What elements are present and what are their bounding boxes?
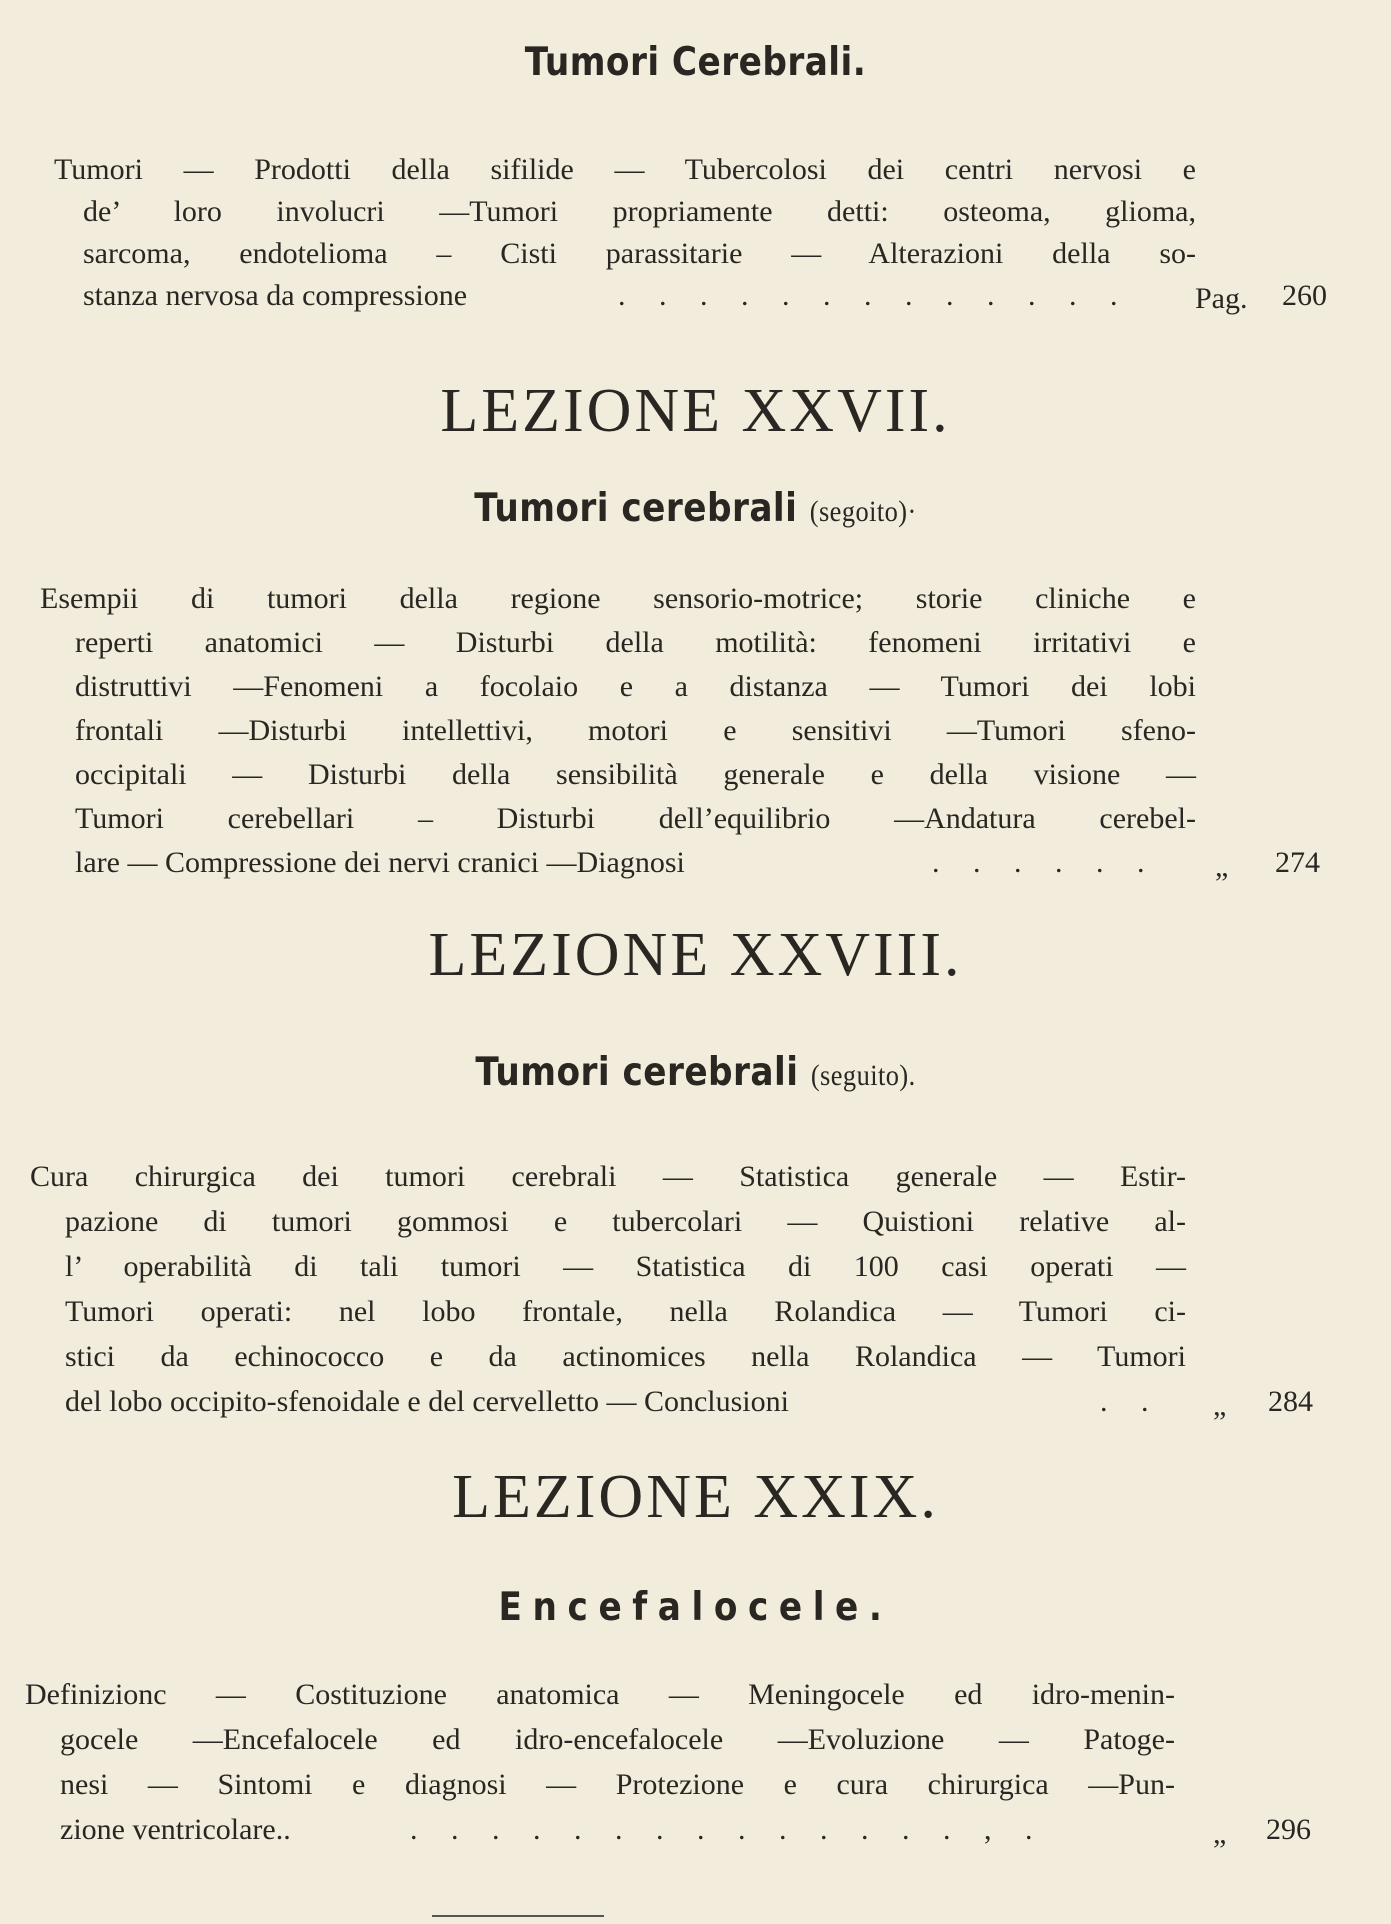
summary-line: pazione di tumori gommosi e tubercolari — Quistioni relative al-: [65, 1205, 1186, 1238]
summary-line: frontali —Disturbi intellettivi, motori e sensitivi —Tumori sfeno-: [75, 714, 1196, 747]
leader-dots: . . . . . .: [932, 846, 1158, 879]
summary-line: gocele —Encefalocele ed idro-encefalocele —Evoluzione — Patoge-: [60, 1723, 1175, 1756]
page-number: 260: [1282, 279, 1327, 312]
summary-line: zione ventricolare..: [60, 1813, 291, 1846]
summary-line: reperti anatomici — Disturbi della motilità: fenomeni irritativi e: [75, 626, 1196, 659]
page-number: 296: [1266, 1813, 1311, 1846]
summary-line: Tumori cerebellari – Disturbi dell’equilibrio —Andatura cerebel-: [75, 802, 1196, 835]
summary-line: sarcoma, endotelioma – Cisti parassitarie — Alterazioni della so-: [83, 237, 1196, 270]
lesson-heading-xxix: LEZIONE XXIX.: [452, 1463, 939, 1531]
summary-line: l’ operabilità di tali tumori — Statistica di 100 casi operati —: [65, 1250, 1186, 1283]
section-title-text: Tumori cerebrali: [475, 1050, 799, 1095]
summary-line: stanza nervosa da compressione: [83, 279, 468, 312]
summary-line: lare — Compressione dei nervi cranici —Diagnosi: [75, 846, 685, 879]
summary-line: del lobo occipito-sfenoidale e del cervelletto — Conclusioni: [65, 1385, 789, 1418]
summary-line: stici da echinococco e da actinomices nella Rolandica — Tumori: [65, 1340, 1186, 1373]
lesson-heading-xxviii: LEZIONE XXVIII.: [428, 921, 963, 989]
page-marker: „: [1213, 1389, 1227, 1422]
leader-dots: . . . . . . . . . . . . . . , .: [410, 1813, 1046, 1846]
page-number: 284: [1268, 1385, 1313, 1418]
section-title-paren: (seguito).: [810, 1059, 916, 1092]
summary-line: Tumori — Prodotti della sifilide — Tubercolosi dei centri nervosi e: [54, 153, 1196, 186]
page-marker: „: [1215, 850, 1229, 883]
summary-line: Definizionc — Costituzione anatomica — Meningocele ed idro-menin-: [25, 1678, 1175, 1711]
page-marker: Pag.: [1195, 282, 1248, 315]
leader-dots: . .: [1100, 1385, 1162, 1418]
leader-dots: . . . . . . . . . . . . .: [618, 279, 1131, 312]
section-title-tumori-cerebrali-segoito: [83, 486, 1307, 531]
bottom-rule: [432, 1915, 604, 1917]
summary-line: de’ loro involucri —Tumori propriamente detti: osteoma, glioma,: [83, 195, 1196, 228]
summary-line: Cura chirurgica dei tumori cerebrali — Statistica generale — Estir-: [30, 1160, 1186, 1193]
section-title-text: Tumori cerebrali: [474, 486, 798, 531]
summary-line: nesi — Sintomi e diagnosi — Protezione e cura chirurgica —Pun-: [60, 1768, 1175, 1801]
section-title-paren: (segoito)·: [809, 495, 917, 528]
section-title-encefalocele: Encefalocele.: [498, 1585, 893, 1630]
summary-line: occipitali — Disturbi della sensibilità generale e della visione —: [75, 758, 1196, 791]
section-title-tumori-cerebrali: Tumori Cerebrali.: [524, 40, 867, 85]
summary-line: Tumori operati: nel lobo frontale, nella Rolandica — Tumori ci-: [65, 1295, 1186, 1328]
page-marker: „: [1213, 1817, 1227, 1850]
summary-line: Esempii di tumori della regione sensorio-motrice; storie cliniche e: [40, 582, 1196, 615]
lesson-heading-xxvii: LEZIONE XXVII.: [440, 377, 951, 445]
page-number: 274: [1275, 846, 1320, 879]
section-title-tumori-cerebrali-seguito: [83, 1050, 1307, 1095]
summary-line: distruttivi —Fenomeni a focolaio e a distanza — Tumori dei lobi: [75, 670, 1196, 703]
